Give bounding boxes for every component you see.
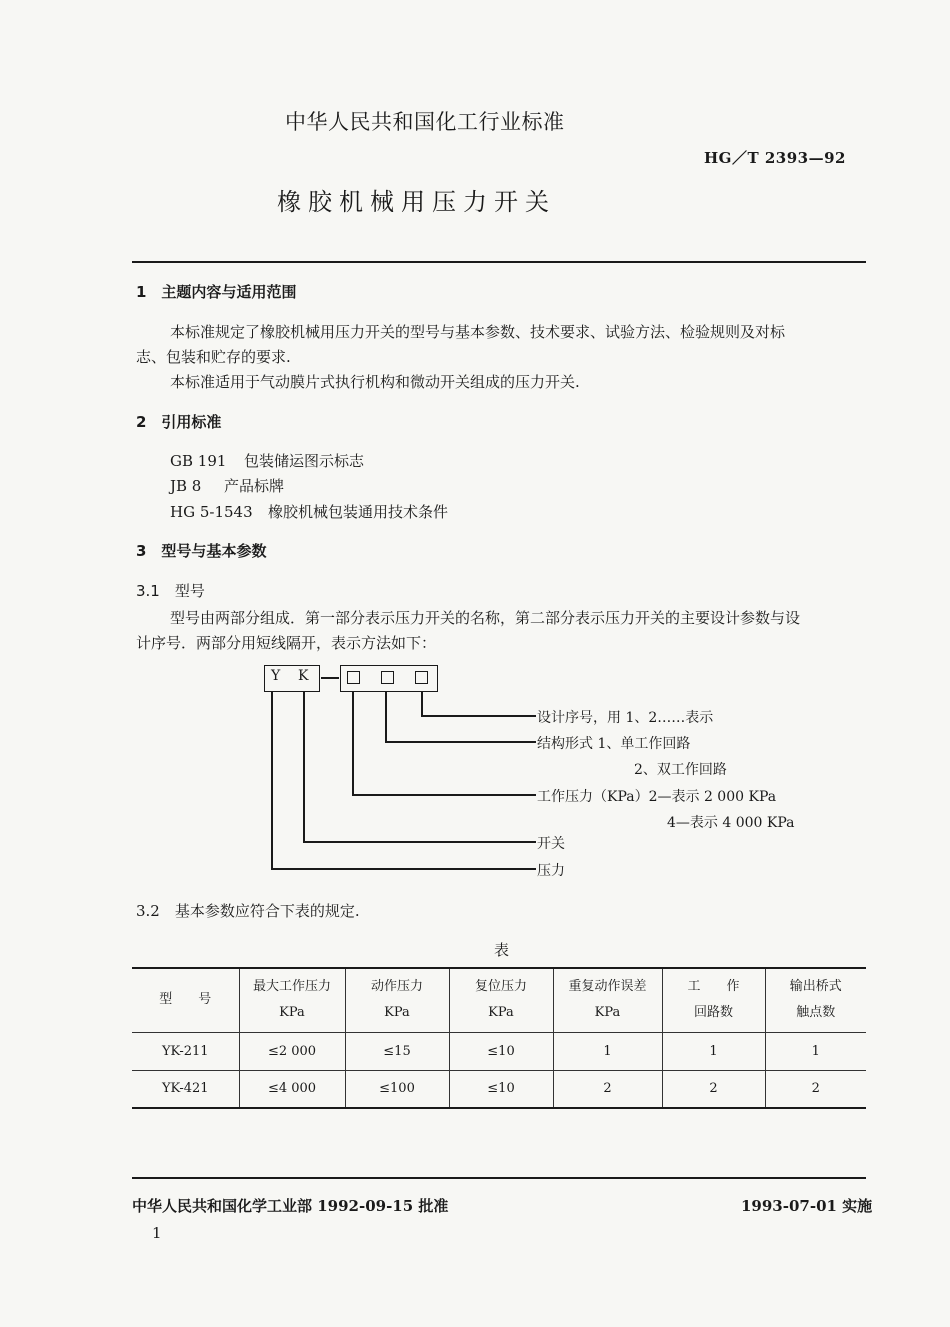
approval-line: 中华人民共和国化学工业部 1992-09-15 批准 xyxy=(132,1197,449,1215)
issuing-org: 中华人民共和国化工行业标准 xyxy=(285,110,565,134)
leader-line xyxy=(303,841,536,843)
struct-code-box xyxy=(347,671,360,684)
table-cell: ≤10 xyxy=(449,1070,553,1108)
letter-y: Y xyxy=(271,668,281,684)
header-model: 型 号 xyxy=(132,968,239,1032)
reference-code: GB 191 xyxy=(170,452,227,470)
page-title: 橡胶机械用压力开关 xyxy=(277,188,556,216)
section-3-2-heading: 3.2 基本参数应符合下表的规定. xyxy=(136,902,360,920)
label-structure-form: 结构形式 1、单工作回路 xyxy=(537,736,691,752)
seq-code-box xyxy=(415,671,428,684)
footer-rule xyxy=(132,1177,866,1179)
header-contacts: 输出桥式 触点数 xyxy=(765,968,866,1032)
letter-k: K xyxy=(298,668,309,684)
reference-item xyxy=(170,475,284,496)
section-3-1-line-1: 型号由两部分组成．第一部分表示压力开关的名称，第二部分表示压力开关的主要设计参数与设 xyxy=(170,609,801,627)
parameters-table xyxy=(132,967,866,1109)
reference-item xyxy=(170,501,448,522)
table-cell: ≤100 xyxy=(345,1070,449,1108)
section-1-heading: 1 主题内容与适用范围 xyxy=(136,283,297,301)
table-cell: 1 xyxy=(553,1032,662,1070)
table-row xyxy=(132,1070,866,1108)
reference-code: HG 5-1543 xyxy=(170,503,253,521)
leader-line xyxy=(352,692,354,795)
leader-line xyxy=(385,692,387,742)
table-cell: 2 xyxy=(553,1070,662,1108)
reference-name: 包装储运图示标志 xyxy=(244,452,365,470)
leader-line xyxy=(385,741,536,743)
leader-line xyxy=(421,692,423,716)
section-3-1-line-2: 计序号．两部分用短线隔开，表示方法如下： xyxy=(136,634,437,652)
section-1-para-1-line-1: 本标准规定了橡胶机械用压力开关的型号与基本参数、技术要求、试验方法、检验规则及对标 xyxy=(170,323,786,341)
label-working-pressure: 工作压力（KPa）2—表示 2 000 KPa xyxy=(537,789,777,805)
table-row xyxy=(132,1032,866,1070)
label-structure-form-2: 2、双工作回路 xyxy=(634,762,727,778)
reference-code: JB 8 xyxy=(170,477,202,495)
effective-date: 1993-07-01 实施 xyxy=(741,1197,873,1215)
leader-line xyxy=(352,794,536,796)
separator-dash xyxy=(321,677,339,679)
table-cell: ≤10 xyxy=(449,1032,553,1070)
header-repeat-error: 重复动作误差 KPa xyxy=(553,968,662,1032)
header-max-pressure: 最大工作压力 KPa xyxy=(239,968,345,1032)
table-cell: 2 xyxy=(662,1070,765,1108)
table-cell: ≤15 xyxy=(345,1032,449,1070)
table-cell: YK-421 xyxy=(132,1070,239,1108)
leader-line xyxy=(303,692,305,842)
reference-name: 橡胶机械包装通用技术条件 xyxy=(268,503,449,521)
leader-line xyxy=(271,692,273,869)
header-reset-pressure: 复位压力 KPa xyxy=(449,968,553,1032)
label-design-sequence: 设计序号，用 1、2……表示 xyxy=(537,710,714,726)
table-header-row xyxy=(132,968,866,1032)
label-switch: 开关 xyxy=(537,836,565,852)
table-cell: 1 xyxy=(662,1032,765,1070)
header-action-pressure: 动作压力 KPa xyxy=(345,968,449,1032)
table-caption: 表 xyxy=(494,941,510,959)
header-rule xyxy=(132,261,866,263)
table-cell: ≤2 000 xyxy=(239,1032,345,1070)
table-cell: 1 xyxy=(765,1032,866,1070)
table-cell: 2 xyxy=(765,1070,866,1108)
label-pressure: 压力 xyxy=(537,863,565,879)
section-1-para-1-line-2: 志、包装和贮存的要求. xyxy=(136,348,291,366)
section-3-1-heading: 3.1 型号 xyxy=(136,582,205,600)
section-3-heading: 3 型号与基本参数 xyxy=(136,542,267,560)
section-1-para-2: 本标准适用于气动膜片式执行机构和微动开关组成的压力开关. xyxy=(170,373,580,391)
header-circuits: 工 作 回路数 xyxy=(662,968,765,1032)
section-2-heading: 2 引用标准 xyxy=(136,413,222,431)
leader-line xyxy=(271,868,536,870)
label-working-pressure-2: 4—表示 4 000 KPa xyxy=(667,815,795,831)
reference-item xyxy=(170,450,364,471)
table-cell: YK-211 xyxy=(132,1032,239,1070)
table-cell: ≤4 000 xyxy=(239,1070,345,1108)
reference-name: 产品标牌 xyxy=(224,477,285,495)
leader-line xyxy=(421,715,536,717)
page-number: 1 xyxy=(152,1224,162,1242)
pressure-code-box xyxy=(381,671,394,684)
standard-number: HG／T 2393—92 xyxy=(704,149,846,167)
